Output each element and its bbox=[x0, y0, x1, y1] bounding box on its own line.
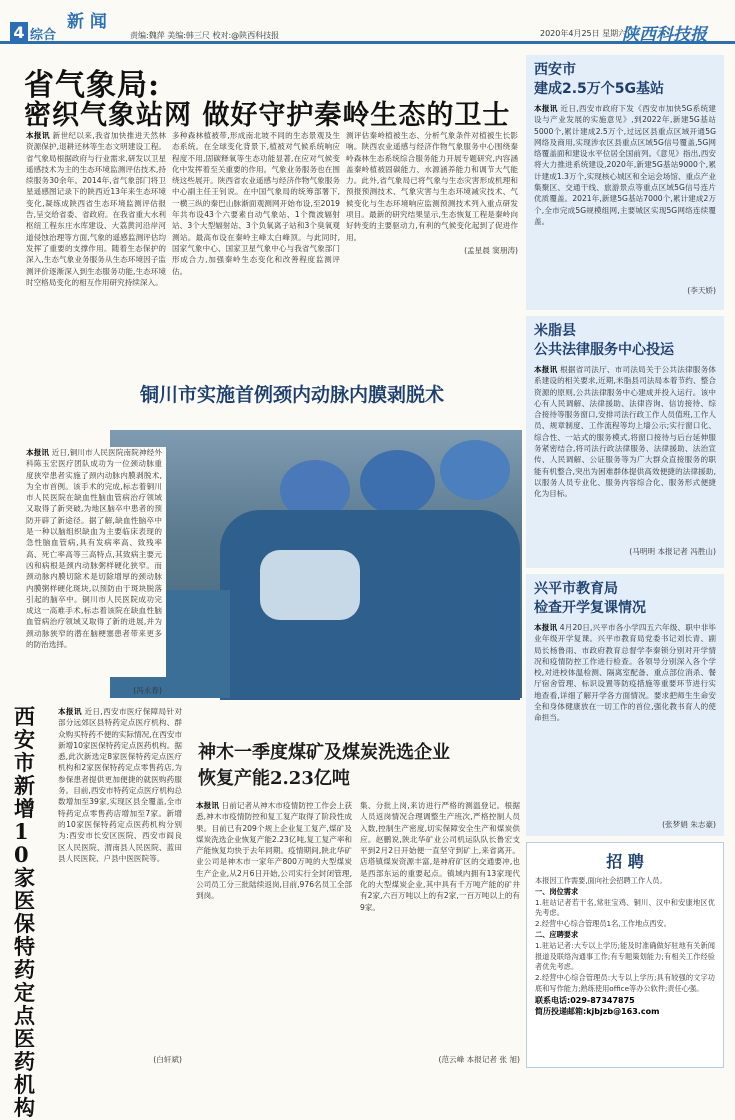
mining-title-line2: 恢复产能2.23亿吨 bbox=[198, 768, 350, 789]
page-number: 4 bbox=[10, 22, 28, 44]
mining-title-line1: 神木一季度煤矿及煤炭洗选企业 bbox=[198, 742, 450, 763]
surgery-title: 铜川市实施首例颈内动脉内膜剥脱术 bbox=[140, 384, 445, 406]
sidebar-5g-byline: (李天娇) bbox=[687, 286, 716, 295]
sidebar-law-title1: 米脂县 bbox=[534, 323, 576, 339]
mining-column-1: 本报讯 日前记者从神木市疫情防控工作会上获悉,神木市疫情防控和复工复产取得了阶段性成果。目前已有209个规上企业复工复产,煤矿及煤炭洗选企业恢复产能2.23亿吨,复工复产率和产能恢复均快于去年同期。疫情期间,陕北华矿业公司是神木市一家年产800万吨的大型煤炭生产企业,从2月6日开始,公司实行全封闭管理,公司员工分三批陆续返岗,目前,976名员工全部到岗。 bbox=[196, 801, 353, 901]
recruit-box bbox=[526, 842, 724, 1068]
lead-title-line1: 省气象局: bbox=[24, 68, 161, 103]
lead-column-2 bbox=[172, 130, 340, 358]
medical-text: 近日,西安市医疗保障局针对部分远郊区县特药定点医疗机构、群众购买特药不便的实际情况,在西安市新增10家医保特药定点医药机构。据悉,此次新选定8家医保特药定点医疗机构和2家医保特药定点零售药店,为参保患者提供更加便捷的就医购药服务。目前,西安市特药定点医疗机构总数增加至39家,实现区县全覆盖,全市特药定点零售药店增加至7家。新增的10家医保特药定点医药机构分别为:西安市长安区医院、西安市阎良区人民医院、渭南县人民医院、蓝田县人民医院、户县中医医院等。 bbox=[58, 707, 182, 863]
mining-text-1: 日前记者从神木市疫情防控工作会上获悉,神木市疫情防控和复工复产取得了阶段性成果。目前已有209个规上企业复工复产,煤矿及煤炭洗选企业恢复产能2.23亿吨,复工复产率和产能恢复均快于去年同期。疫情期间,陕北华矿业公司是神木市一家年产800万吨的大型煤炭生产企业,从2月6日开始,公司实行全封闭管理,公司员工分三批陆续返岗,目前,976名员工全部到岗。 bbox=[196, 801, 353, 901]
sidebar-edu-text: 4月20日,兴平市各小学四五六年级、职中非毕业年级开学复课。兴平市教育局党委书记刘长青、副局长杨鲁雨、市政府教育总督学李秦锁分别对开学情况和疫情防控工作进行检查。各领导分别深入各个学校,对进校体温检测、隔离室配备、重点部位消杀、餐厅宿舍管理、标识设置等防疫措施等重要环节进行实地查看,详细了解开学各方面情况。要求把师生生命安全和身体健康放在一切工作的首位,强化教书育人的使命担当。 bbox=[534, 623, 717, 723]
page-header bbox=[0, 0, 735, 44]
recruit-phone: 联系电话:029-87347875 bbox=[535, 995, 635, 1005]
sidebar-edu bbox=[526, 574, 724, 836]
recruit-item-2a: 1.驻站记者:大专以上学历;能及时准确做好驻地有关新闻报道及联络沟通事工作;有专题策划能力;有相关工作经验者优先考虑。 bbox=[535, 940, 715, 972]
lead-byline: (孟星晨 窦朋涛) bbox=[464, 245, 518, 255]
sidebar-law-byline: (马明明 本报记者 冯胜山) bbox=[629, 547, 716, 556]
lead-column-1: 本报讯 新世纪以来,我省加快推进天然林资源保护,退耕还林等生态文明建设工程。省气象局根据政府与行业需求,研发以卫星遥感技术为主的生态环境监测评估技术,持续服务30余年。2014年,省气象部门将卫星遥感图记录下的陕西近13年来生态环境变化,凝练成陕西省生态环境监测评估报告,呈交给省委、省政府。在我省重大水利枢纽工程东庄水库建设、大荔黄河沿岸河道侵蚀治理等方面,气象的遥感监测评估均发挥了重要的支撑作用。随着生态保护的深入,生态气象业务服务从生态环境因子监测评价逐渐深入到生态服务功能,生态环境时空格局变化的相互作用研究持续深入。 bbox=[26, 131, 167, 287]
issue-date: 2020年4月25日 星期六 bbox=[540, 29, 627, 38]
lead-title-line2: 密织气象站网 做好守护秦岭生态的卫士 bbox=[24, 100, 511, 131]
lead-column-3 bbox=[346, 130, 518, 360]
recruit-item-1b: 2.经营中心综合管理员1名,工作地点西安。 bbox=[535, 919, 671, 929]
editor-credits: 责编:魏萍 美编:韩三尺 校对:@陕西科技报 bbox=[130, 31, 280, 40]
mining-byline: (范云峰 本报记者 张 旭) bbox=[438, 1055, 520, 1064]
sidebar-edu-byline: (张梦娟 朱志豪) bbox=[662, 820, 716, 829]
sidebar-law bbox=[526, 316, 724, 568]
sidebar-edu-title2: 检查开学复课情况 bbox=[534, 600, 646, 616]
surgery-byline: (冯永春) bbox=[133, 686, 162, 695]
surgery-photo bbox=[110, 430, 522, 698]
recruit-item-2b: 2.经营中心综合管理员:大专以上学历;具有较强的文字功底和写作能力;熟练使用office等办公软件;责任心强。 bbox=[535, 973, 715, 993]
sidebar-5g bbox=[526, 55, 724, 310]
sidebar-law-title2: 公共法律服务中心投运 bbox=[534, 342, 674, 358]
surgery-text: 近日,铜川市人民医院南院神经外科陈玉宏医疗团队成功为一位颈动脉重度狭窄患者实施了颈内动脉内膜剥脱术,为全市首例。该手术的完成,标志着铜川市人民医院在缺血性脑血管病治疗领域又取得了新突破,为地区脑卒中患者的预防开辟了新途径。据了解,缺血性脑卒中是一种以脑组织缺血为主要临床表现的急性脑血管病,具有发病率高、致残率高、死亡率高等三高特点,其致病主要元凶和病根是颈内动脉粥样硬化狭窄。而颈动脉内膜切除术是切除增厚的颈动脉内膜粥样硬化斑块,以预防由于斑块脱落引起的脑卒中。铜川市人民医院成功完成这一高难手术,标志着该院在缺血性脑血管病治疗领域又取得了新的进展,并为颈动脉狭窄的潜在脑梗塞患者带来更多的防治选择。 bbox=[26, 448, 162, 650]
medical-vertical-title: 西安市新增10家医保特药定点医药机构 bbox=[14, 704, 35, 1120]
section-label: 综合 bbox=[30, 28, 57, 43]
sidebar-5g-text: 近日,西安市政府下发《西安市加快5G系统建设与产业发展的实施意见》,到2022年,新建5G基站5000个,累计建成2.5万个,过远区县重点区域开通5G网络及商用,实现涉农区县重点区域5G信号覆盖,5G网络覆盖面和建设水平位居全国前列。《意见》指出,西安将大力推进系统建设,2020年,新建5G基站9000个,累计建成1.3万个,实现核心城区和全运会场馆、重点产业集聚区、交通干线、旅游景点等重点区域5G信号连片优质覆盖。2021年,新建5G基站7000个,累计建成2万个,全市完成5G规模组网,主要城区实现5G网络连续覆盖。 bbox=[534, 104, 716, 226]
recruit-section-2: 二、应聘要求 bbox=[535, 929, 579, 939]
sidebar-law-text: 根据省司法厅、市司法局关于公共法律服务体系建设的相关要求,近期,米脂县司法局本着节约、整合资源的原则,公共法律服务中心建成并投入运行。该中心有人民调解、法律援助、法律咨询、信访接待、综合接待等服务窗口,安排司法行政工作人员值班,工作人员、规章制度、工作流程等均上墙公示;实行窗口化、综合性、一站式的服务模式,将窗口接待与后台延伸服务紧密结合,将司法行政法律服务、法律援助、法治宣传、人民调解、公证服务等为广大群众直接服务的职能有机整合,突出为困难群体提供高效便捷的法律援助,以服务人员专业化、服务内容综合化、服务形式便捷化为目标。 bbox=[534, 365, 717, 499]
recruit-email: 简历投递邮箱:kjbjzb@163.com bbox=[535, 1006, 660, 1016]
sidebar-law-body: 本报讯 根据省司法厅、市司法局关于公共法律服务体系建设的相关要求,近期,米脂县司法局本着节约、整合资源的原则,公共法律服务中心建成并投入运行。该中心有人民调解、法律援助、法律咨询、信访接待、综合接待等服务窗口,安排司法行政工作人员值班,工作人员、规章制度、工作流程等均上墙公示;实行窗口化、综合性、一站式的服务模式,将窗口接待与后台延伸服务紧密结合,将司法行政法律服务、法律援助、法治宣传、人民调解、公证服务等为广大群众直接服务的职能有机整合,突出为困难群体提供高效便捷的法律援助,以服务人员专业化、服务内容综合化、服务形式便捷化为目标。 bbox=[534, 365, 717, 499]
sidebar-5g-body: 本报讯 近日,西安市政府下发《西安市加快5G系统建设与产业发展的实施意见》,到2022年,新建5G基站5000个,累计建成2.5万个,过远区县重点区域开通5G网络及商用,实现涉农区县重点区域5G信号覆盖,5G网络覆盖面和建设水平位居全国前列。《意见》指出,西安将大力推进系统建设,2020年,新建5G基站9000个,累计建成1.3万个,实现核心城区和全运会场馆、重点产业集聚区、交通干线、旅游景点等重点区域5G信号连片优质覆盖。2021年,新建5G基站7000个,累计建成2万个,全市完成5G规模组网,主要城区实现5G网络连续覆盖。 bbox=[534, 104, 716, 226]
recruit-section-1: 一、岗位需求 bbox=[535, 886, 579, 896]
lead-text-3: 测评估秦岭植被生态、分析气象条件对植被生长影响。陕西农业遥感与经济作物气象服务中心围绕秦岭森林生态系统综合服务能力开展专题研究,内容涵盖秦岭植被固碳能力、水源涵养能力和调节大气能力。此外,省气象局已将气象与生态灾害形成机理和预报预测技术、气象灾害与生态环境减灾技术、气候变化与生态环境响应监测预测技术列入重点研发项目。最新的研究结果显示,生态恢复工程是秦岭向好转变的主要驱动力,有利的气候变化起到了促进作用。 bbox=[346, 131, 518, 242]
sidebar-5g-title1: 西安市 bbox=[534, 62, 576, 78]
lead-text-2: 多种森林植被带,形成南北坡不同的生态景观及生态系统。在全球变化背景下,植被对气候系统响应程度不用,固碳释氧等生态功能显著,在应对气候变化中发挥着至关重要的作用。气象业务服务也在围绕这些展开。陕西省农业遥感与经济作物气象服务中心副主任王钊说。在中国气象局的统筹部署下,一横三纵的秦巴山脉渐面观测网开始布设,至2019年共布设43个六要素自动气象站、1个微波辐射站、3个大型辐射站、3个负氧离子站和3个臭氧观测站。最高布设在秦岭主峰太白峰顶。与此同时,国家气象中心、国家卫星气象中心与我省气象部门形成合力,加强秦岭生态变化和改善程度监测评估。 bbox=[172, 131, 340, 276]
sidebar-edu-title1: 兴平市教育局 bbox=[534, 581, 618, 597]
sidebar-5g-title2: 建成2.5万个5G基站 bbox=[534, 81, 665, 97]
medical-body: 本报讯 近日,西安市医疗保障局针对部分远郊区县特药定点医疗机构、群众购买特药不便的实际情况,在西安市新增10家医保特药定点医药机构。据悉,此次新选定8家医保特药定点医疗机构和2家医保特药定点零售药店,为参保患者提供更加便捷的就医购药服务。目前,西安市特药定点医疗机构总数增加至39家,实现区县全覆盖,全市特药定点零售药店增加至7家。新增的10家医保特药定点医药机构分别为:西安市长安区医院、西安市阎良区人民医院、渭南县人民医院、蓝田县人民医院、户县中医医院等。 bbox=[58, 707, 182, 863]
medical-byline: (白轩斌) bbox=[153, 1055, 182, 1064]
surgery-body: 本报讯 近日,铜川市人民医院南院神经外科陈玉宏医疗团队成功为一位颈动脉重度狭窄患者实施了颈内动脉内膜剥脱术,为全市首例。该手术的完成,标志着铜川市人民医院在缺血性脑血管病治疗领域又取得了新突破,为地区脑卒中患者的预防开辟了新途径。据了解,缺血性脑卒中是一种以脑组织缺血为主要临床表现的急性脑血管病,具有发病率高、致残率高、死亡率高等三高特点,其致病主要元凶和病根是颈内动脉粥样硬化狭窄。而颈动脉内膜切除术是切除增厚的颈动脉内膜粥样硬化斑块,以预防由于斑块脱落引起的脑卒中。铜川市人民医院成功完成这一高难手术,标志着该院在缺血性脑血管病治疗领域又取得了新的进展,并为颈动脉狭窄的潜在脑梗塞患者带来更多的防治选择。 bbox=[26, 447, 166, 677]
mining-text-2: 集、分批上岗,来访进行严格的测温登记。根据人员返岗情况合理调整生产班次,严格控制人员入数,控制生产密度,切实保障安全生产和煤炭供应。赵鹏说,陕北华矿业公司机运队队长鲁宏支平到2月2日开始便一直坚守到矿上,来省离开。店塔镇煤炭资源丰富,是神府矿区的交通要冲,也是西部东运的重要起点。镇域内拥有13家现代化的大型煤炭企业,其中具有千万吨产能的矿井有2家,六百万吨以上的有2家,一百万吨以上的有9家。 bbox=[360, 801, 520, 912]
lead-text-1: 新世纪以来,我省加快推进天然林资源保护,退耕还林等生态文明建设工程。省气象局根据政府与行业需求,研发以卫星遥感技术为主的生态环境监测评估技术,持续服务30余年。2014年,省气象部门将卫星遥感图记录下的陕西近13年来生态环境变化,凝练成陕西省生态环境监测评估报告,呈交给省委、省政府。在我省重大水利枢纽工程东庄水库建设、大荔黄河沿岸河道侵蚀治理等方面,气象的遥感监测评估均发挥了重要的支撑作用。随着生态保护的深入,生态气象业务服务从生态环境因子监测评价逐渐深入到生态服务功能,生态环境时空格局变化的相互作用研究持续深入。 bbox=[26, 131, 167, 287]
newspaper-name: 陕西科技报 bbox=[622, 25, 707, 45]
section-news-label: 新 闻 bbox=[67, 12, 107, 32]
sidebar-edu-body: 本报讯 4月20日,兴平市各小学四五六年级、职中非毕业年级开学复课。兴平市教育局党委书记刘长青、副局长杨鲁雨、市政府教育总督学李秦锁分别对开学情况和疫情防控工作进行检查。各领导分别深入各个学校,对进校体温检测、隔离室配备、重点部位消杀、餐厅宿舍管理、标识设置等防疫措施等重要环节进行实地查看,详细了解开学各方面情况。要求把师生生命安全和身体健康放在一切工作的首位,强化教书育人的使命担当。 bbox=[534, 623, 717, 723]
recruit-item-1a: 1.驻站记者若干名,常驻宝鸡、铜川、汉中和安康地区优先考虑。 bbox=[535, 897, 715, 918]
recruit-title: 招 聘 bbox=[606, 852, 644, 871]
recruit-intro: 本报因工作需要,面向社会招聘工作人员。 bbox=[535, 876, 667, 885]
mining-column-2 bbox=[360, 800, 520, 1048]
